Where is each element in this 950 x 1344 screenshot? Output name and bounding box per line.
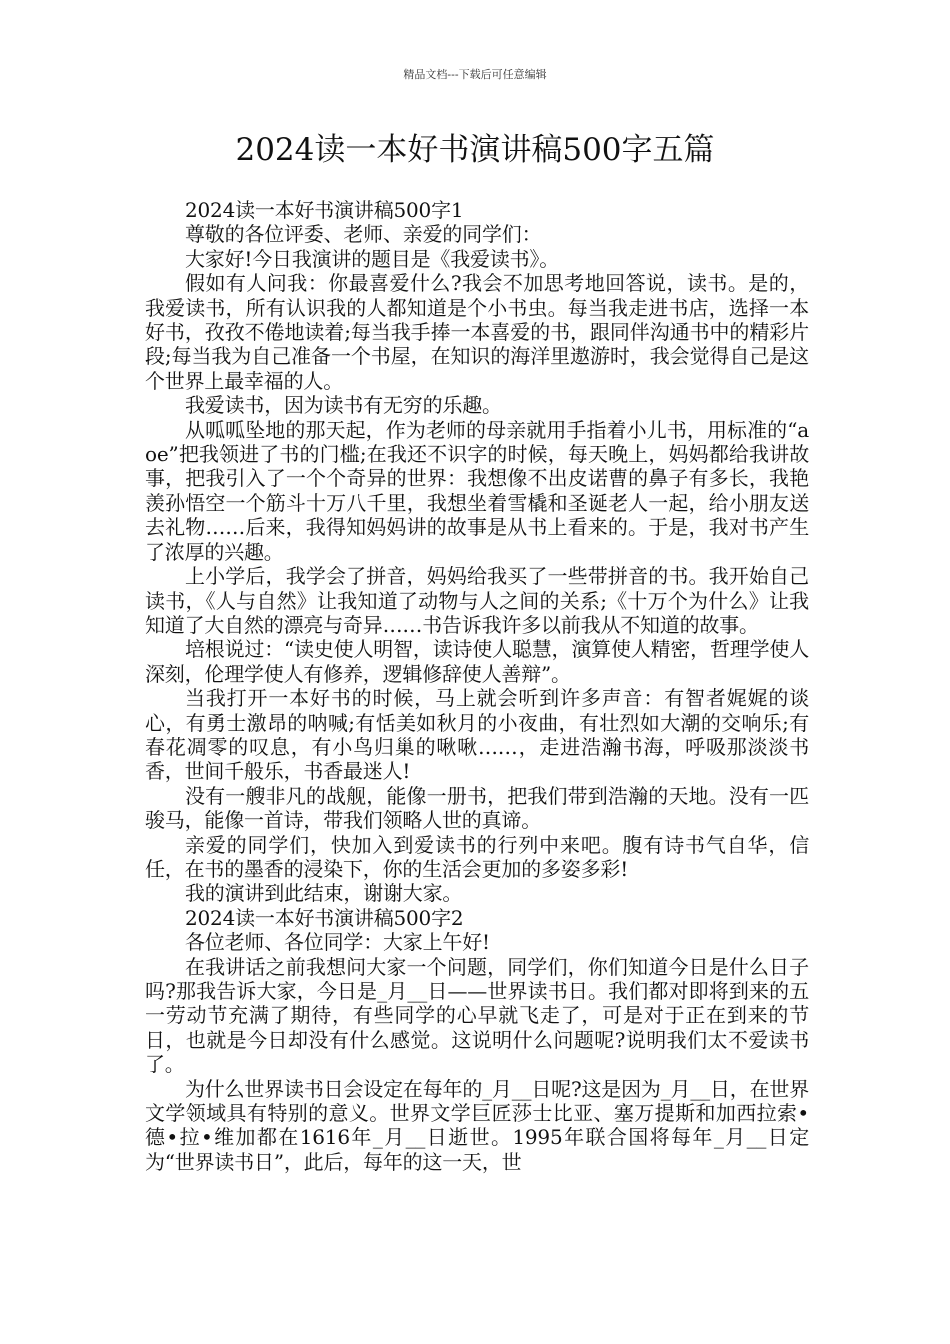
paragraph: 没有一艘非凡的战舰，能像一册书，把我们带到浩瀚的天地。没有一匹骏马，能像一首诗，带我们领略人世的真谛。	[145, 783, 809, 833]
section-heading-2: 2024读一本好书演讲稿500字2	[185, 905, 464, 930]
document-body	[145, 198, 809, 1174]
paragraph: 当我打开一本好书的时候，马上就会听到许多声音：有智者娓娓的谈心，有勇士激昂的呐喊;有恬美如秋月的小夜曲，有壮烈如大潮的交响乐;有春花凋零的叹息，有小鸟归巢的啾啾……，走进浩瀚书海，呼吸那淡淡书香，世间千般乐，书香最迷人!	[145, 686, 809, 784]
page-header: 精品文档---下载后可任意编辑	[403, 68, 547, 81]
paragraph: 假如有人问我：你最喜爱什么?我会不加思考地回答说，读书。是的，我爱读书，所有认识我的人都知道是个小书虫。每当我走进书店，选择一本好书，孜孜不倦地读着;每当我手捧一本喜爱的书，跟同伴沟通书中的精彩片段;每当我为自己准备一个书屋，在知识的海洋里遨游时，我会觉得自己是这个世界上最幸福的人。	[145, 271, 809, 393]
paragraph: 上小学后，我学会了拼音，妈妈给我买了一些带拼音的书。我开始自己读书，《人与自然》让我知道了动物与人之间的关系;《十万个为什么》让我知道了大自然的漂亮与奇异……书告诉我许多以前我从不知道的故事。	[145, 564, 809, 637]
paragraph: 在我讲话之前我想问大家一个问题，同学们，你们知道今日是什么日子吗?那我告诉大家，今日是_月__日——世界读书日。我们都对即将到来的五一劳动节充满了期待，有些同学的心早就飞走了，可是对于正在到来的节日，也就是今日却没有什么感觉。这说明什么问题呢?说明我们太不爱读书了。	[145, 954, 809, 1077]
paragraph: 从呱呱坠地的那天起，作为老师的母亲就用手指着小儿书，用标准的“aoe”把我领进了书的门槛;在我还不识字的时候，每天晚上，妈妈都给我讲故事，把我引入了一个个奇异的世界：我想像不出皮诺曹的鼻子有多长，我艳羡孙悟空一个筋斗十万八千里，我想坐着雪橇和圣诞老人一起，给小朋友送去礼物……后来，我得知妈妈讲的故事是从书上看来的。于是，我对书产生了浓厚的兴趣。	[145, 417, 809, 564]
paragraph: 我爱读书，因为读书有无穷的乐趣。	[185, 393, 502, 418]
document-title: 2024读一本好书演讲稿500字五篇	[235, 132, 715, 168]
paragraph: 亲爱的同学们，快加入到爱读书的行列中来吧。腹有诗书气自华，信任，在书的墨香的浸染下，你的生活会更加的多姿多彩!	[145, 832, 809, 881]
paragraph: 培根说过：“读史使人明智，读诗使人聪慧，演算使人精密，哲理学使人深刻，伦理学使人有修养，逻辑修辞使人善辩”。	[145, 637, 809, 686]
section-heading-1: 2024读一本好书演讲稿500字1	[185, 198, 464, 222]
salutation: 各位老师、各位同学：大家上午好!	[185, 930, 490, 955]
closing-line: 我的演讲到此结束，谢谢大家。	[185, 881, 463, 906]
paragraph: 为什么世界读书日会设定在每年的_月__日呢?这是因为_月__日，在世界文学领域具有特别的意义。世界文学巨匠莎士比亚、塞万提斯和加西拉索•德•拉•维加都在1616年_月__日逝世。1995年联合国将每年_月__日定为“世界读书日”，此后，每年的这一天，世	[145, 1076, 809, 1174]
salutation: 尊敬的各位评委、老师、亲爱的同学们：	[185, 222, 542, 247]
paragraph: 大家好!今日我演讲的题目是《我爱读书》。	[185, 246, 560, 271]
